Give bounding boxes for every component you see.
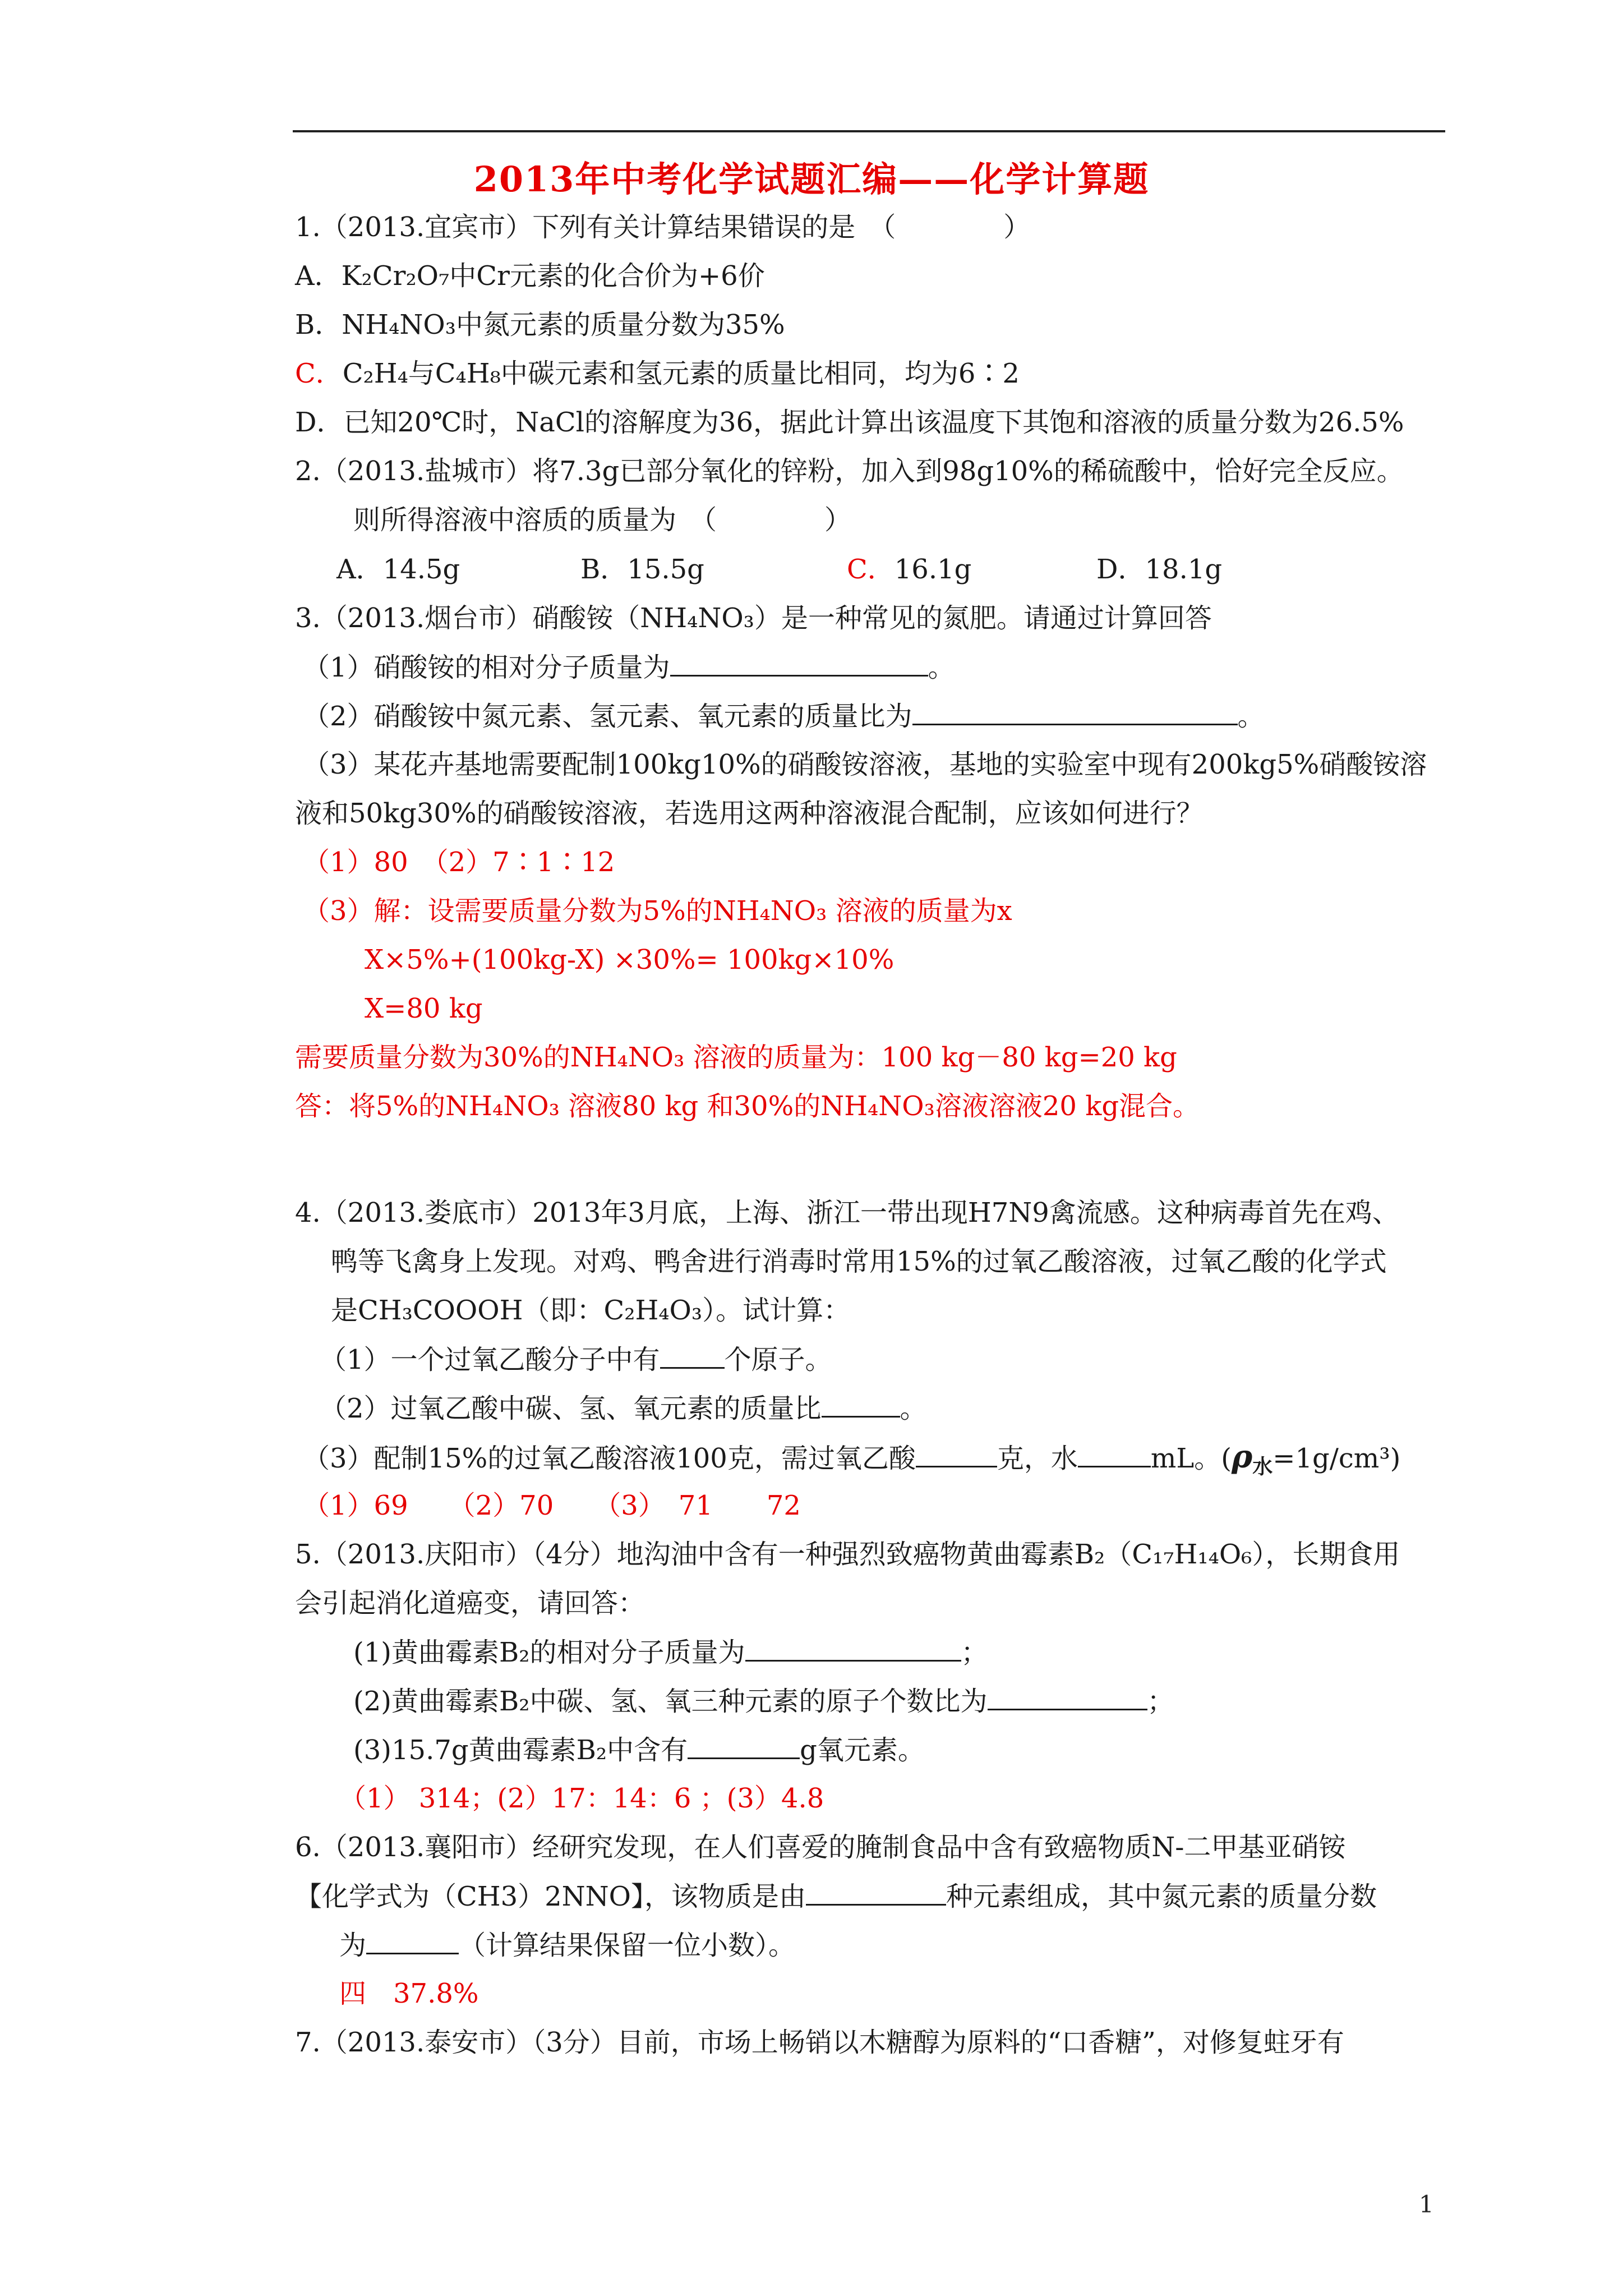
q4-part3 [303,1440,1400,1484]
q4-part2-end: 。 [900,1393,927,1424]
q5-stem: 5.（2013.庆阳市）（4分）地沟油中含有一种强烈致癌物黄曲霉素B₂（C₁₇H₁₄O₆），长期食用 [295,1539,1400,1570]
q5-part1 [353,1635,988,1669]
q3-answer-1: （1）80 （2）7∶1∶12 [303,846,615,878]
q4-part3-blank-a [916,1441,997,1467]
q4-stem-line3: 是CH₃COOOH（即：C₂H₄O₃）。试计算： [331,1295,851,1326]
q4-part3-tail: =1g/cm³) [1272,1443,1401,1474]
page-number: 1 [1419,2191,1434,2218]
q4-part2-blank [822,1391,900,1418]
q2-option-d: D．18.1g [1096,554,1223,585]
q2-stem-line2: 则所得溶液中溶质的质量为 （ ） [353,504,852,536]
q3-answer-conclusion: 答：将5%的NH₄NO₃ 溶液80 kg 和30%的NH₄NO₃溶液溶液20 kg混合。 [295,1091,1200,1122]
q4-part2 [320,1391,927,1425]
q6-stem-line3-end: （计算结果保留一位小数）。 [459,1930,796,1961]
q5-part3-text: (3)15.7g黄曲霉素B₂中含有 [353,1734,688,1766]
q4-part3-blank-b [1078,1441,1151,1467]
q3-part2-text: （2）硝酸铵中氮元素、氢元素、氧元素的质量比为 [303,701,912,732]
q2-option-c-text: 16.1g [894,554,972,585]
q3-answer-x: X=80 kg [365,993,483,1024]
q1-option-a: A．K₂Cr₂O₇中Cr元素的化合价为+6价 [295,260,765,292]
q2-option-a: A．14.5g [336,554,460,585]
q4-part3-end: mL。( [1150,1443,1232,1474]
q2-option-c [847,553,971,586]
q4-part2-text: （2）过氧乙酸中碳、氢、氧元素的质量比 [320,1393,822,1424]
q4-part1 [320,1342,832,1377]
q5-part1-end: ； [961,1637,988,1668]
q3-answer-2: （3）解：设需要质量分数为5%的NH₄NO₃ 溶液的质量为x [303,895,1012,927]
q3-part2 [303,699,1265,733]
q1-option-d: D．已知20℃时，NaCl的溶解度为36，据此计算出该温度下其饱和溶液的质量分数为26.5% [295,407,1404,438]
q6-stem-line2-end: 种元素组成，其中氮元素的质量分数 [946,1881,1377,1912]
q1-stem: 1.（2013.宜宾市）下列有关计算结果错误的是 （ ） [295,211,1031,243]
rho-symbol: ρ [1232,1438,1253,1475]
q3-part1-end: 。 [928,652,955,683]
q1-option-c-letter: C． [295,358,343,389]
q1-option-b: B．NH₄NO₃中氮元素的质量分数为35% [295,309,785,341]
q6-stem: 6.（2013.襄阳市）经研究发现，在人们喜爱的腌制食品中含有致癌物质N-二甲基亚硝铵 [295,1832,1346,1863]
q5-stem-line2: 会引起消化道癌变，请回答： [295,1588,645,1619]
q2-stem: 2.（2013.盐城市）将7.3g已部分氧化的锌粉，加入到98g10%的稀硫酸中，恰好完全反应。 [295,455,1404,487]
q5-part1-text: (1)黄曲霉素B₂的相对分子质量为 [353,1637,745,1668]
q7-stem: 7.（2013.泰安市）（3分）目前，市场上畅销以木糖醇为原料的“口香糖”，对修复蛀牙有 [295,2027,1344,2058]
q3-part1-blank [670,650,928,677]
q1-option-c [295,357,1020,390]
q3-part1-text: （1）硝酸铵的相对分子质量为 [303,652,670,683]
q6-stem-line3-text: 为 [339,1930,367,1961]
q4-part1-end: 个原子。 [724,1344,832,1375]
q6-blank-percent [366,1928,459,1954]
page-title: 2013年中考化学试题汇编——化学计算题 [473,159,1150,200]
q5-part3 [353,1733,925,1767]
q5-part2-end: ； [1147,1686,1174,1717]
q5-answer: （1） 314；(2）17：14：6 ；(3）4.8 [339,1783,824,1814]
q3-answer-mass: 需要质量分数为30%的NH₄NO₃ 溶液的质量为：100 kg－80 kg=20 kg [295,1042,1177,1073]
q3-answer-equation: X×5%+(100kg-X) ×30%= 100kg×10% [365,944,895,976]
q1-option-c-text: C₂H₄与C₄H₈中碳元素和氢元素的质量比相同，均为6∶2 [342,358,1020,389]
q4-stem: 4.（2013.娄底市）2013年3月底，上海、浙江一带出现H7N9禽流感。这种病毒首先在鸡、 [295,1197,1399,1228]
q3-part2-blank [912,699,1238,725]
q4-part1-blank [660,1342,725,1369]
rho-subscript: 水 [1252,1455,1273,1479]
q2-option-b: B．15.5g [580,554,704,585]
q6-stem-line3 [339,1928,795,1962]
q4-answer: （1）69 （2）70 （3） 71 72 [303,1490,801,1521]
q4-part1-text: （1）一个过氧乙酸分子中有 [320,1344,660,1375]
q6-answer: 四 37.8% [339,1978,479,2009]
q4-stem-line2: 鸭等飞禽身上发现。对鸡、鸭舍进行消毒时常用15%的过氧乙酸溶液，过氧乙酸的化学式 [331,1246,1387,1277]
q3-part3: （3）某花卉基地需要配制100kg10%的硝酸铵溶液，基地的实验室中现有200kg5%硝酸铵溶 [303,749,1427,780]
header-rule [293,130,1445,132]
q5-part2-blank [988,1684,1147,1710]
q3-part3-line2: 液和50kg30%的硝酸铵溶液，若选用这两种溶液混合配制，应该如何进行？ [295,798,1204,829]
q5-part2 [353,1684,1174,1718]
q5-part3-blank [688,1733,800,1759]
q3-stem: 3.（2013.烟台市）硝酸铵（NH₄NO₃）是一种常见的氮肥。请通过计算回答 [295,602,1212,634]
q2-option-c-letter: C． [847,554,895,585]
q6-blank-elements [806,1879,946,1906]
q4-part3-text: （3）配制15%的过氧乙酸溶液100克，需过氧乙酸 [303,1443,916,1474]
q5-part3-end: g氧元素。 [800,1734,925,1766]
q5-part2-text: (2)黄曲霉素B₂中碳、氢、氧三种元素的原子个数比为 [353,1686,988,1717]
q4-part3-mid: 克，水 [997,1443,1078,1474]
q6-stem-line2 [295,1879,1377,1913]
q5-part1-blank [745,1635,961,1662]
q3-part2-end: 。 [1237,701,1265,732]
q3-part1 [303,650,955,684]
q6-stem-line2-text: 【化学式为（CH3）2NNO】，该物质是由 [295,1881,806,1912]
